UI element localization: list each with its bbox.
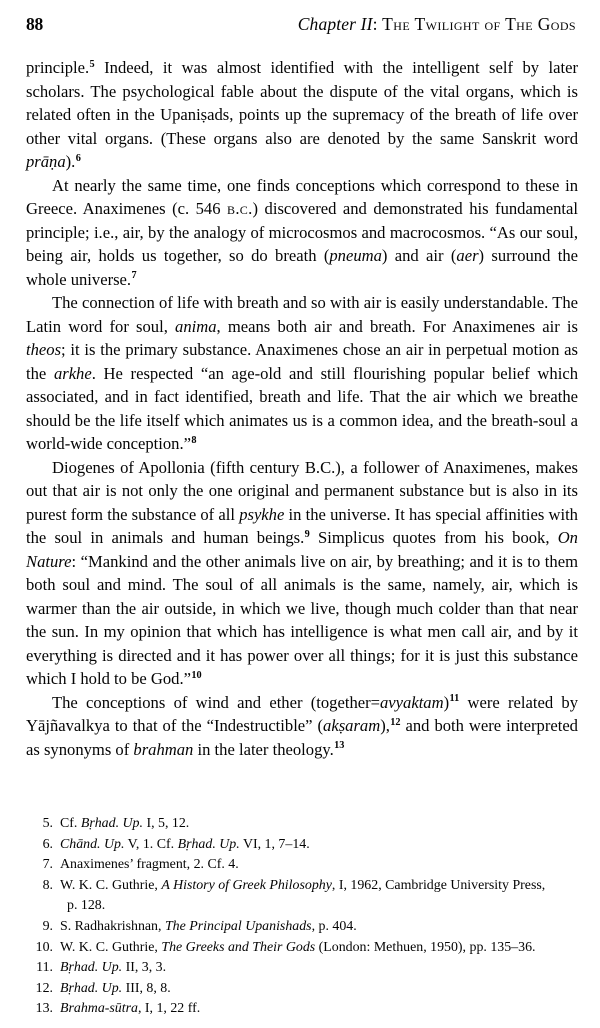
body-text [26, 56, 578, 761]
footnote-ref-7: 7 [131, 270, 137, 282]
footnote-text: W. K. C. Guthrie, The Greeks and Their Gods (London: Methuen, 1950), pp. 135–36. [60, 939, 536, 955]
footnotes-section [26, 814, 588, 1020]
footnote-text: Brahma-sūtra, I, 1, 22 ff. [60, 1001, 201, 1017]
work-principal-upanishads: The Principal Upanishads [164, 918, 312, 934]
running-head-chapter: Chapter II [297, 14, 373, 34]
footnote-number: 12. [35, 980, 53, 996]
footnote-number: 6. [42, 836, 53, 852]
running-head-title [298, 14, 578, 35]
footnote-item [26, 835, 588, 856]
term-brahman: brahman [133, 739, 194, 759]
footnote-ref-5: 5 [89, 58, 95, 70]
footnote-ref-12: 12 [390, 716, 401, 728]
term-avyaktam: avyaktam [380, 692, 444, 712]
work-chand-up: Chānd. Up. [60, 836, 125, 852]
footnote-ref-13: 13 [334, 740, 345, 752]
footnote-number: 5. [42, 816, 53, 831]
footnote-text: S. Radhakrishnan, The Principal Upanishads, p. 404. [60, 918, 357, 934]
footnote-item [26, 979, 588, 1000]
footnote-item [26, 999, 588, 1020]
footnote-number: 7. [42, 857, 53, 873]
term-anima: anima [175, 316, 217, 336]
footnote-text: Bṛhad. Up. III, 8, 8. [60, 980, 171, 996]
work-brhad-up: Bṛhad. Up. [177, 836, 240, 852]
page-number: 88 [26, 14, 44, 34]
work-brahma-sutra: Brahma-sūtra [60, 1001, 138, 1017]
running-head [26, 14, 578, 44]
work-greeks-and-their-gods: The Greeks and Their Gods [161, 939, 316, 955]
footnote-item [26, 876, 588, 897]
term-arkhe: arkhe [53, 363, 92, 383]
running-head-chapter-title: The Twilight of The Gods [382, 14, 576, 34]
work-history-of-greek-philosophy: A History of Greek Philosophy [161, 877, 332, 893]
footnote-continuation: p. 128. [67, 898, 106, 914]
footnote-ref-8: 8 [191, 434, 197, 446]
paragraph-4: Diogenes of Apollonia (fifth century B.C.), a follower of Anaximenes, makes out that air is not only the one original and permanent substance but is also in its purest form the substance of all psykhe in the universe. It has special affinities with the soul in animals and human beings.$^9$ Simplicus quotes from his book, On Nature: “Mankind and the other animals live on air, by breathing; and it is to them both soul and mind. The soul of all animals is the same, namely, air, which is warmer than the air outside, in which we live, though much colder than that near the sun. In my opinion that which has intelligence is what men call air, and by it everything is directed and it has power over all things; for it is just this substance which I hold to be God.”$^{10}$ [26, 457, 578, 688]
footnote-number: 11. [36, 960, 53, 976]
work-on-nature: On Nature [26, 528, 578, 571]
term-theos: theos [26, 340, 62, 359]
term-prana: prāṇa [26, 152, 66, 171]
term-pneuma: pneuma [329, 246, 382, 265]
footnote-text: Cf. Bṛhad. Up. I, 5, 12. [60, 816, 190, 831]
footnote-item [26, 917, 588, 938]
term-aer: aer [456, 246, 479, 265]
footnote-number: 10. [35, 939, 53, 955]
footnote-ref-9: 9 [304, 528, 310, 540]
work-brhad-up: Bṛhad. Up. [60, 960, 123, 976]
footnote-text: Chānd. Up. V, 1. Cf. Bṛhad. Up. VI, 1, 7–14. [60, 836, 310, 852]
term-psykhe: psykhe [239, 504, 285, 524]
paragraph-3: The connection of life with breath and so with air is easily understandable. The Latin word for soul, anima, means both air and breath. For Anaximenes air is theos; it is the primary substance. Anaximenes chose an air in perpetual motion as the arkhe. He respected “an age-old and still flourishing popular belief which associated, and in fact identified, breath and life. That the air which we breathe should be the life itself which animates us is a common idea, and the breath-soul a world-wide conception.”$^8$ [26, 293, 578, 453]
footnote-text: W. K. C. Guthrie, A History of Greek Philosophy, I, 1962, Cambridge University Press, [60, 877, 546, 893]
footnote-text: Bṛhad. Up. II, 3, 3. [60, 960, 167, 976]
term-aksaram: akṣaram [323, 716, 381, 735]
footnote-item [26, 814, 588, 835]
footnote-number: 13. [35, 1001, 53, 1017]
footnote-ref-11: 11 [449, 693, 460, 705]
footnote-item [26, 855, 588, 876]
footnote-ref-10: 10 [191, 669, 202, 681]
footnote-item [26, 958, 588, 979]
footnote-number: 8. [42, 877, 53, 893]
footnote-number: 9. [42, 918, 53, 934]
era-label-bc: b.c. [227, 199, 253, 218]
footnote-item [26, 938, 588, 959]
work-brhad-up: Bṛhad. Up. [80, 816, 143, 831]
paragraph-2: At nearly the same time, one finds conceptions which correspond to these in Greece. Anaximenes (c. 546 b.c.) discovered and demonstrated his fundamental principle; i.e., air, by the analogy of microcosmos and macrocosmos. “As our soul, being air, holds us together, so do breath (pneuma) and air (aer) surround the whole universe.$^7$ [26, 175, 578, 289]
footnote-ref-6: 6 [75, 152, 81, 164]
footnote-text: Anaximenes’ fragment, 2. Cf. 4. [60, 857, 239, 873]
work-brhad-up: Bṛhad. Up. [60, 980, 123, 996]
paragraph-5: The conceptions of wind and ether (together=avyaktam)$^{11}$ were related by Yājñavalkya to that of the “Indestructible” (akṣaram),$^{12}$ and both were interpreted as synonyms of brahman in the later theology.$^{13}$ [26, 692, 578, 759]
paragraph-1: principle.$^5$ Indeed, it was almost identified with the intelligent self by later scholars. The psychological fable about the dispute of the vital organs, which is related often in the Upaniṣads, points up the supremacy of the breath of life over other vital organs. (These organs also are denoted by the same Sanskrit word prāṇa).$^6$ [26, 58, 578, 171]
running-head-separator: : [372, 14, 378, 34]
